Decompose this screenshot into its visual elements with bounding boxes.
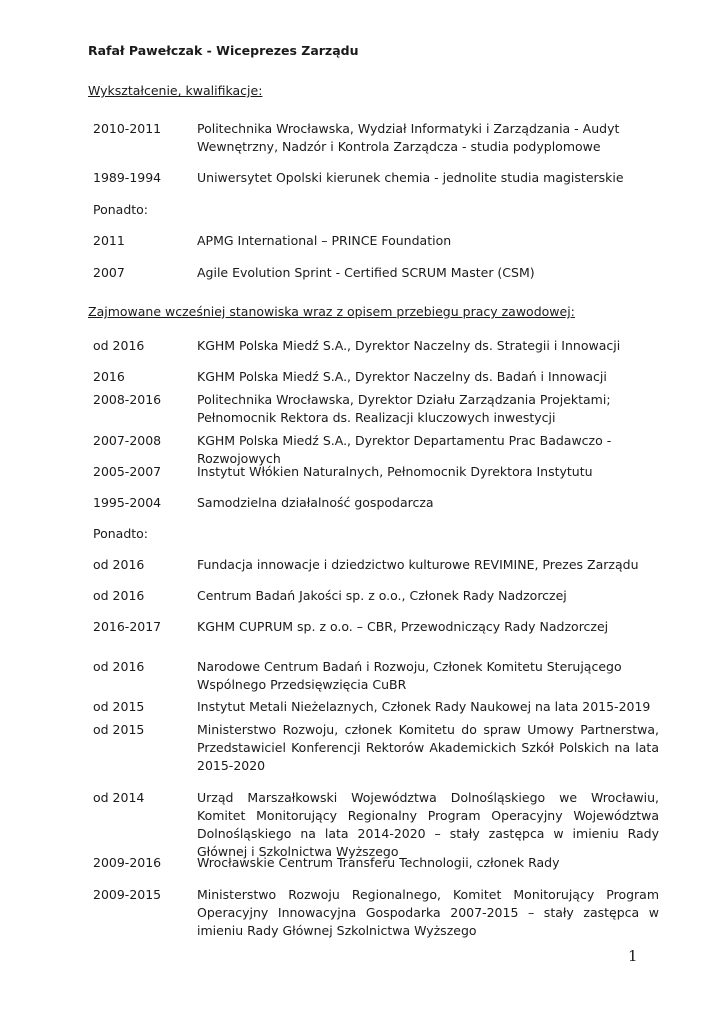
positions-additional-label: Ponadto: bbox=[93, 526, 149, 541]
role-date: od 2016 bbox=[93, 588, 145, 603]
role-date: od 2014 bbox=[93, 790, 145, 805]
role-text: Wrocławskie Centrum Transferu Technologii, członek Rady bbox=[197, 855, 560, 870]
role-date: od 2015 bbox=[93, 722, 145, 737]
position-date: 2007-2008 bbox=[93, 433, 162, 448]
role-date: 2016-2017 bbox=[93, 619, 162, 634]
role-text: KGHM CUPRUM sp. z o.o. – CBR, Przewodniczący Rady Nadzorczej bbox=[197, 619, 609, 634]
position-text: Samodzielna działalność gospodarcza bbox=[197, 495, 434, 510]
role-text: Centrum Badań Jakości sp. z o.o., Członek Rady Nadzorczej bbox=[197, 588, 567, 603]
role-date: od 2015 bbox=[93, 699, 145, 714]
role-text: Instytut Metali Nieżelaznych, Członek Rady Naukowej na lata 2015-2019 bbox=[197, 699, 651, 714]
page-number: 1 bbox=[628, 947, 638, 965]
role-date: od 2016 bbox=[93, 659, 145, 674]
position-text: KGHM Polska Miedź S.A., Dyrektor Naczelny ds. Badań i Innowacji bbox=[197, 369, 607, 384]
qualification-date: 2007 bbox=[93, 265, 125, 280]
role-date: od 2016 bbox=[93, 557, 145, 572]
qualification-text: Agile Evolution Sprint - Certified SCRUM Master (CSM) bbox=[197, 265, 535, 280]
role-text: Ministerstwo Rozwoju Regionalnego, Komitet Monitorujący Program Operacyjny Innowacyjna Gospodarka 2007-2015 – stały zastępca w imieniu Rady Głównej Szkolnictwa Wyższego bbox=[197, 887, 659, 938]
education-heading: Wykształcenie, kwalifikacje: bbox=[88, 83, 263, 98]
positions-heading: Zajmowane wcześniej stanowiska wraz z opisem przebiegu pracy zawodowej: bbox=[88, 304, 575, 319]
role-date: 2009-2015 bbox=[93, 887, 162, 902]
position-date: 2005-2007 bbox=[93, 464, 162, 479]
education-additional-label: Ponadto: bbox=[93, 202, 149, 217]
position-date: 2008-2016 bbox=[93, 392, 162, 407]
position-text: Politechnika Wrocławska, Dyrektor Działu Zarządzania Projektami; Pełnomocnik Rektora ds. Realizacji kluczowych inwestycji bbox=[197, 392, 611, 425]
position-text: KGHM Polska Miedź S.A., Dyrektor Departamentu Prac Badawczo - Rozwojowych bbox=[197, 433, 612, 466]
position-text: KGHM Polska Miedź S.A., Dyrektor Naczelny ds. Strategii i Innowacji bbox=[197, 338, 621, 353]
role-date: 2009-2016 bbox=[93, 855, 162, 870]
position-text: Instytut Włókien Naturalnych, Pełnomocnik Dyrektora Instytutu bbox=[197, 464, 593, 479]
education-date: 1989-1994 bbox=[93, 170, 162, 185]
position-date: 2016 bbox=[93, 369, 125, 384]
education-text: Uniwersytet Opolski kierunek chemia - jednolite studia magisterskie bbox=[197, 170, 624, 185]
role-text: Narodowe Centrum Badań i Rozwoju, Członek Komitetu Sterującego Wspólnego Przedsięwzięcia CuBR bbox=[197, 659, 622, 692]
position-date: od 2016 bbox=[93, 338, 145, 353]
role-text: Ministerstwo Rozwoju, członek Komitetu do spraw Umowy Partnerstwa, Przedstawiciel Konferencji Rektorów Akademickich Szkół Polskich na lata 2015-2020 bbox=[197, 722, 659, 773]
education-date: 2010-2011 bbox=[93, 121, 162, 136]
qualification-text: APMG International – PRINCE Foundation bbox=[197, 233, 452, 248]
education-text: Politechnika Wrocławska, Wydział Informatyki i Zarządzania - Audyt Wewnętrzny, Nadzór i Kontrola Zarządcza - studia podyplomowe bbox=[197, 121, 620, 154]
role-text: Urząd Marszałkowski Województwa Dolnośląskiego we Wrocławiu, Komitet Monitorujący Regionalny Program Operacyjny Województwa Dolnośląskiego na lata 2014-2020 – stały zastępca w imieniu Rady Głównej i Szkolnictwa Wyższego bbox=[197, 790, 659, 859]
position-date: 1995-2004 bbox=[93, 495, 162, 510]
qualification-date: 2011 bbox=[93, 233, 125, 248]
role-text: Fundacja innowacje i dziedzictwo kulturowe REVIMINE, Prezes Zarządu bbox=[197, 557, 639, 572]
document-title: Rafał Pawełczak - Wiceprezes Zarządu bbox=[88, 43, 359, 58]
